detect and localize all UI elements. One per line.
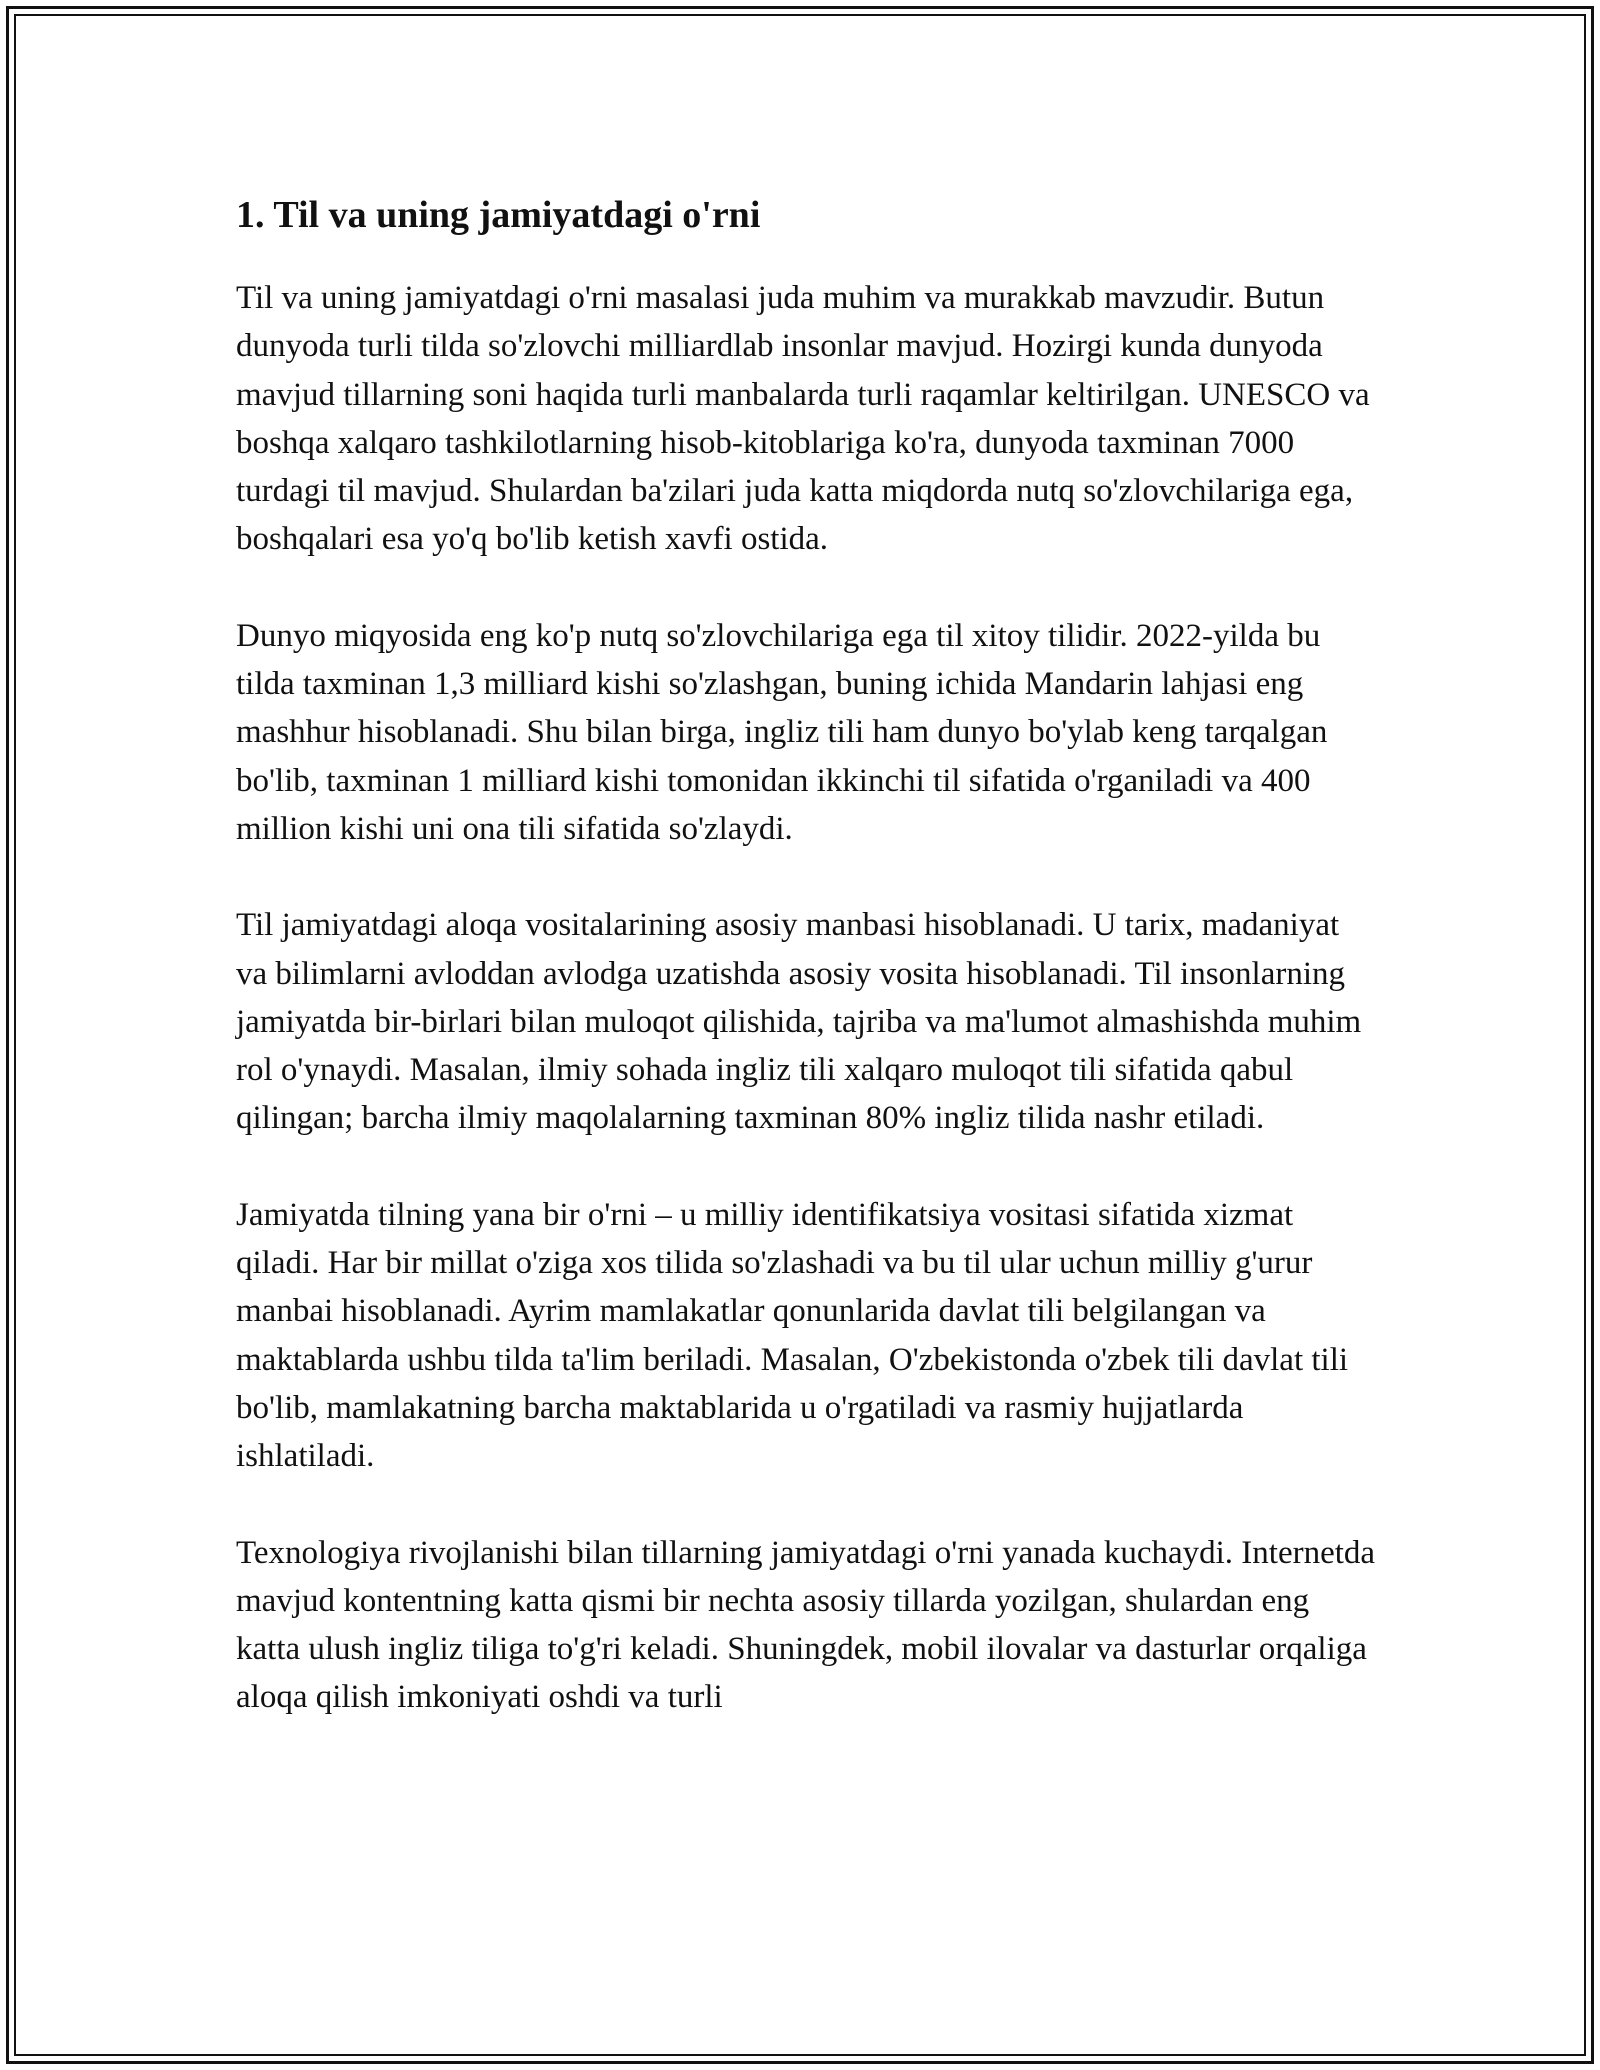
paragraph-1: Til va uning jamiyatdagi o'rni masalasi juda muhim va murakkab mavzudir. Butun dunyoda turli tilda so'zlovchi milliardlab insonlar mavjud. Hozirgi kunda dunyoda mavjud tillarning soni haqida turli manbalarda turli raqamlar keltirilgan. UNESCO va boshqa xalqaro tashkilotlarning hisob-kitoblariga ko'ra, dunyoda taxminan 7000 turdagi til mavjud. Shulardan ba'zilari juda katta miqdorda nutq so'zlovchilariga ega, boshqalari esa yo'q bo'lib ketish xavfi ostida.	[236, 280, 1370, 558]
paragraph-4: Jamiyatda tilning yana bir o'rni – u milliy identifikatsiya vositasi sifatida xizmat qiladi. Har bir millat o'ziga xos tilida so'zlashadi va bu til ular uchun milliy g'urur manbai hisoblanadi. Ayrim mamlakatlar qonunlarida davlat tili belgilangan va maktablarda ushbu tilda ta'lim beriladi. Masalan, O'zbekistonda o'zbek tili davlat tili bo'lib, mamlakatning barcha maktablarida u o'rgatiladi va rasmiy hujjatlarda ishlatiladi.	[236, 1196, 1349, 1475]
paragraph-2: Dunyo miqyosida eng ko'p nutq so'zlovchilariga ega til xitoy tilidir. 2022-yilda bu tilda taxminan 1,3 milliard kishi so'zlashgan, buning ichida Mandarin lahjasi eng mashhur hisoblanadi. Shu bilan birga, ingliz tili ham dunyo bo'ylab keng tarqalgan bo'lib, taxminan 1 milliard kishi tomonidan ikkinchi til sifatida o'rganiladi va 400 million kishi uni ona tili sifatida so'zlaydi.	[236, 617, 1328, 847]
paragraph-3: Til jamiyatdagi aloqa vositalarining asosiy manbasi hisoblanadi. U tarix, madaniyat va bilimlarni avloddan avlodga uzatishda asosiy vosita hisoblanadi. Til insonlarning jamiyatda bir-birlari bilan muloqot qilishida, tajriba va ma'lumot almashishda muhim rol o'ynaydi. Masalan, ilmiy sohada ingliz tili xalqaro muloqot tili sifatida qabul qilingan; barcha ilmiy maqolalarning taxminan 80% ingliz tilida nashr etiladi.	[236, 907, 1362, 1137]
document-body	[236, 186, 1376, 1770]
section-heading: 1. Til va uning jamiyatdagi o'rni	[236, 194, 761, 236]
paragraph-5: Texnologiya rivojlanishi bilan tillarning jamiyatdagi o'rni yanada kuchaydi. Internetda mavjud kontentning katta qismi bir nechta asosiy tillarda yozilgan, shulardan eng katta ulush ingliz tiliga to'g'ri keladi. Shuningdek, mobil ilovalar va dasturlar orqaliga aloqa qilish imkoniyati oshdi va turli	[236, 1534, 1376, 1716]
